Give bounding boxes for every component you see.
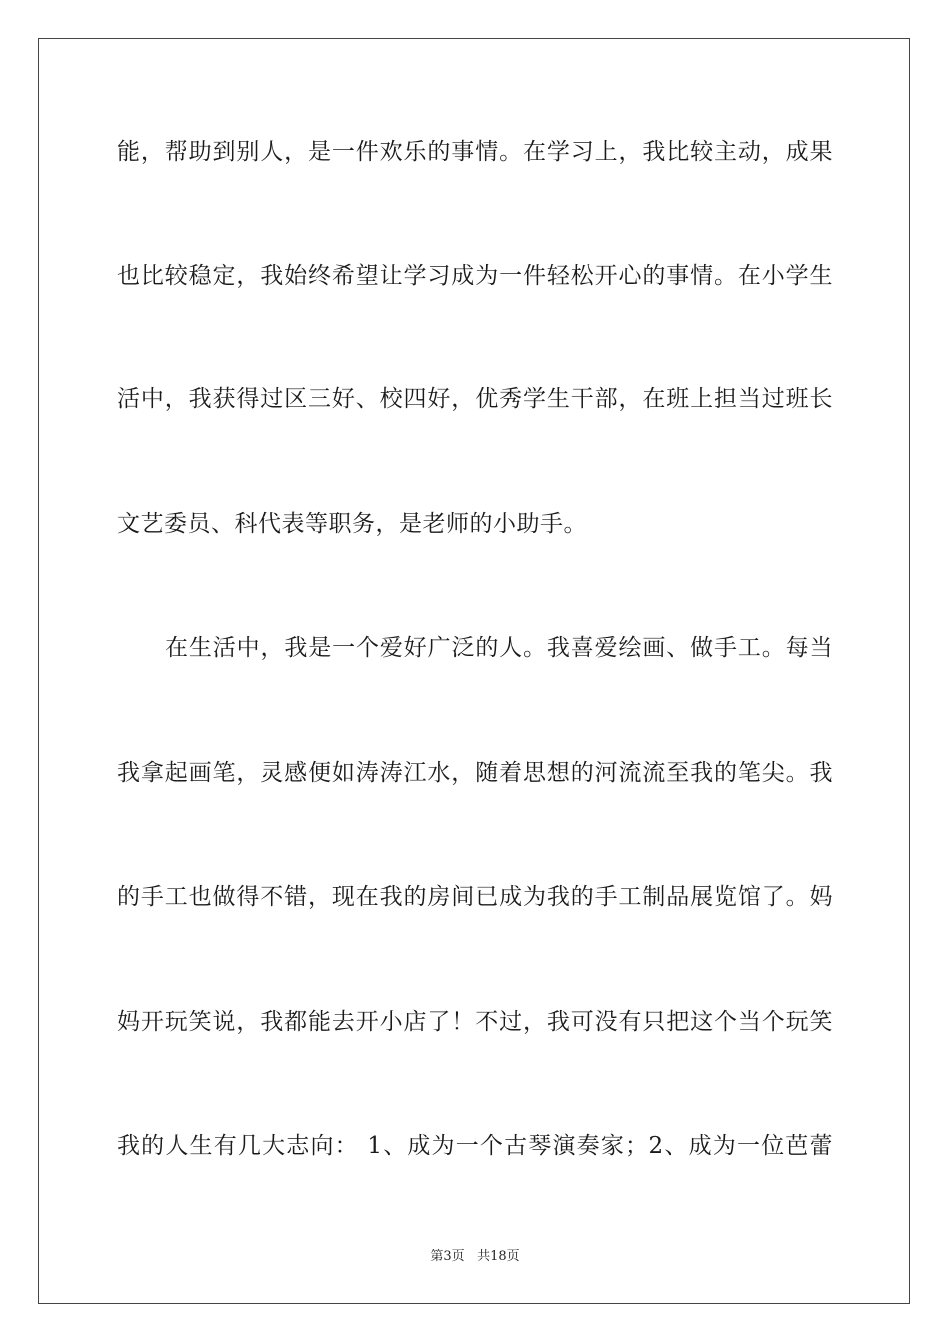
text-line-9: 我的人生有几大志向： 1、成为一个古琴演奏家；2、成为一位芭蕾 — [117, 1133, 833, 1159]
text-line-3: 活中，我获得过区三好、校四好，优秀学生干部，在班上担当过班长 — [117, 386, 833, 412]
page-footer — [0, 1248, 950, 1266]
text-line-6: 我拿起画笔，灵感便如涛涛江水，随着思想的河流流至我的笔尖。我 — [117, 760, 833, 786]
text-line-7: 的手工也做得不错，现在我的房间已成为我的手工制品展览馆了。妈 — [117, 884, 833, 910]
text-line-1: 能，帮助到别人，是一件欢乐的事情。在学习上，我比较主动，成果 — [117, 139, 833, 165]
text-line-5: 在生活中，我是一个爱好广泛的人。我喜爱绘画、做手工。每当 — [165, 635, 833, 661]
page-number: 第3页 — [430, 1249, 465, 1264]
text-line-8: 妈开玩笑说，我都能去开小店了！不过，我可没有只把这个当个玩笑 — [117, 1009, 833, 1035]
text-line-2: 也比较稳定，我始终希望让学习成为一件轻松开心的事情。在小学生 — [117, 263, 833, 289]
page-total: 共18页 — [477, 1249, 520, 1264]
text-line-4: 文艺委员、科代表等职务，是老师的小助手。 — [117, 511, 587, 537]
page-border — [38, 38, 910, 1304]
